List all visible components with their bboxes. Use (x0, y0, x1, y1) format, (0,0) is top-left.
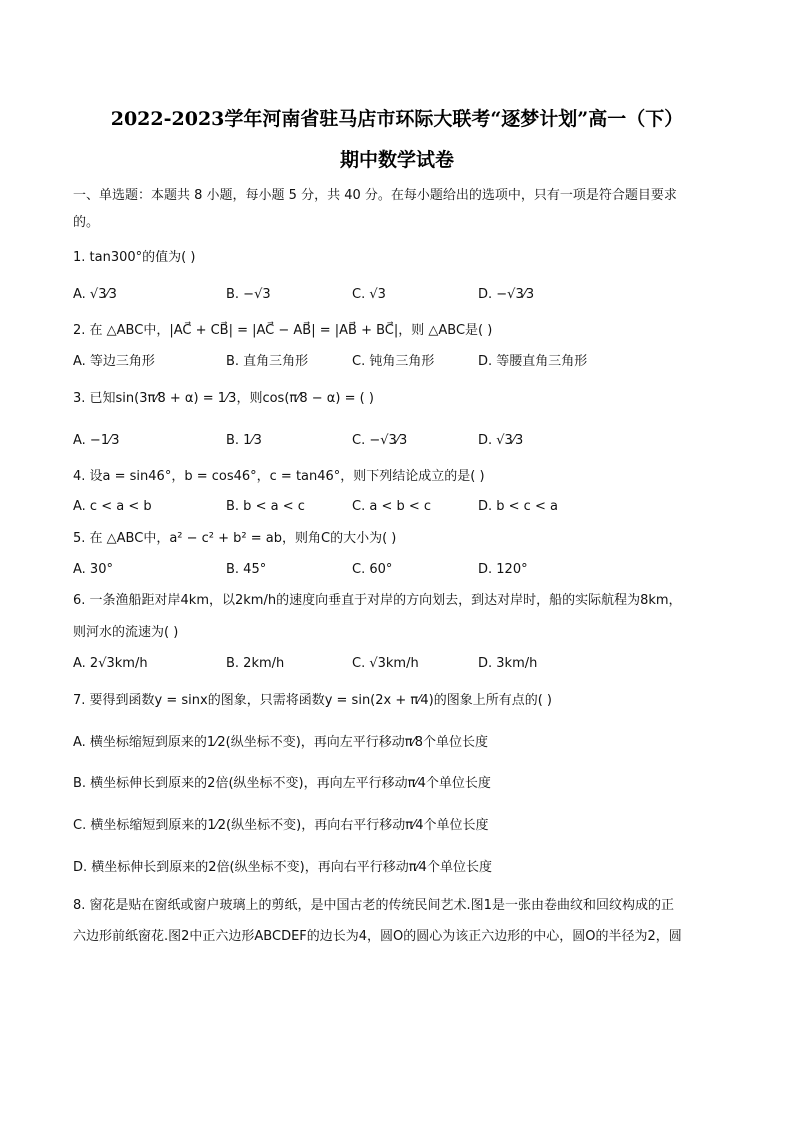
q6-option-c: C. √3km/h (352, 656, 419, 671)
q5-option-b: B. 45° (226, 562, 267, 577)
question-4-stem: 4. 设a = sin46°，b = cos46°，c = tan46°，则下列结论成立的是( ) (73, 469, 485, 484)
q6-option-a: A. 2√3km/h (73, 656, 148, 671)
q4-option-a: A. c < a < b (73, 499, 152, 514)
q7-option-d: D. 横坐标伸长到原来的2倍(纵坐标不变)，再向右平行移动π⁄4个单位长度 (73, 860, 492, 875)
question-5-stem: 5. 在 △ABC中，a² − c² + b² = ab，则角C的大小为( ) (73, 531, 397, 546)
question-8-stem-line1: 8. 窗花是贴在窗纸或窗户玻璃上的剪纸，是中国古老的传统民间艺术.图1是一张由卷曲纹和回纹构成的正 (73, 898, 674, 913)
q3-option-a: A. −1⁄3 (73, 433, 120, 448)
q2-option-d: D. 等腰直角三角形 (478, 354, 588, 369)
q2-option-a: A. 等边三角形 (73, 354, 155, 369)
q4-option-b: B. b < a < c (226, 499, 305, 514)
exam-title-line2: 期中数学试卷 (339, 149, 454, 171)
q1-option-b: B. −√3 (226, 287, 271, 302)
q2-option-b: B. 直角三角形 (226, 354, 309, 369)
q5-option-d: D. 120° (478, 562, 528, 577)
q1-option-a: A. √3⁄3 (73, 287, 117, 302)
question-6-stem-line2: 则河水的流速为( ) (73, 625, 179, 640)
q3-option-c: C. −√3⁄3 (352, 433, 408, 448)
question-3-stem: 3. 已知sin(3π⁄8 + α) = 1⁄3，则cos(π⁄8 − α) = ( ) (73, 391, 374, 406)
section-heading-line1: 一、单选题：本题共 8 小题，每小题 5 分，共 40 分。在每小题给出的选项中，只有一项是符合题目要求 (73, 188, 677, 203)
q2-option-c: C. 钝角三角形 (352, 354, 435, 369)
q4-option-c: C. a < b < c (352, 499, 432, 514)
question-1-stem: 1. tan300°的值为( ) (73, 250, 196, 265)
question-7-stem: 7. 要得到函数y = sinx的图象，只需将函数y = sin(2x + π⁄4)的图象上所有点的( ) (73, 693, 552, 708)
question-2-stem: 2. 在 △ABC中，|AC⃗ + CB⃗| = |AC⃗ − AB⃗| = |AB⃗ + BC⃗|，则 △ABC是( ) (73, 323, 493, 338)
q7-option-a: A. 横坐标缩短到原来的1⁄2(纵坐标不变)，再向左平行移动π⁄8个单位长度 (73, 735, 489, 750)
q5-option-a: A. 30° (73, 562, 113, 577)
q6-option-b: B. 2km/h (226, 656, 285, 671)
q1-option-c: C. √3 (352, 287, 386, 302)
q5-option-c: C. 60° (352, 562, 393, 577)
section-heading-line2: 的。 (73, 215, 100, 230)
q6-option-d: D. 3km/h (478, 656, 538, 671)
q3-option-b: B. 1⁄3 (226, 433, 262, 448)
q7-option-b: B. 横坐标伸长到原来的2倍(纵坐标不变)，再向左平行移动π⁄4个单位长度 (73, 776, 491, 791)
question-6-stem-line1: 6. 一条渔船距对岸4km，以2km/h的速度向垂直于对岸的方向划去，到达对岸时，船的实际航程为8km， (73, 593, 682, 608)
q7-option-c: C. 横坐标缩短到原来的1⁄2(纵坐标不变)，再向右平行移动π⁄4个单位长度 (73, 818, 489, 833)
q3-option-d: D. √3⁄3 (478, 433, 524, 448)
exam-title-line1: 2022-2023学年河南省驻马店市环际大联考“逐梦计划”高一（下） (110, 108, 684, 130)
question-8-stem-line2: 六边形前纸窗花.图2中正六边形ABCDEF的边长为4，圆O的圆心为该正六边形的中心，圆O的半径为2，圆 (73, 929, 682, 944)
q4-option-d: D. b < c < a (478, 499, 558, 514)
q1-option-d: D. −√3⁄3 (478, 287, 535, 302)
